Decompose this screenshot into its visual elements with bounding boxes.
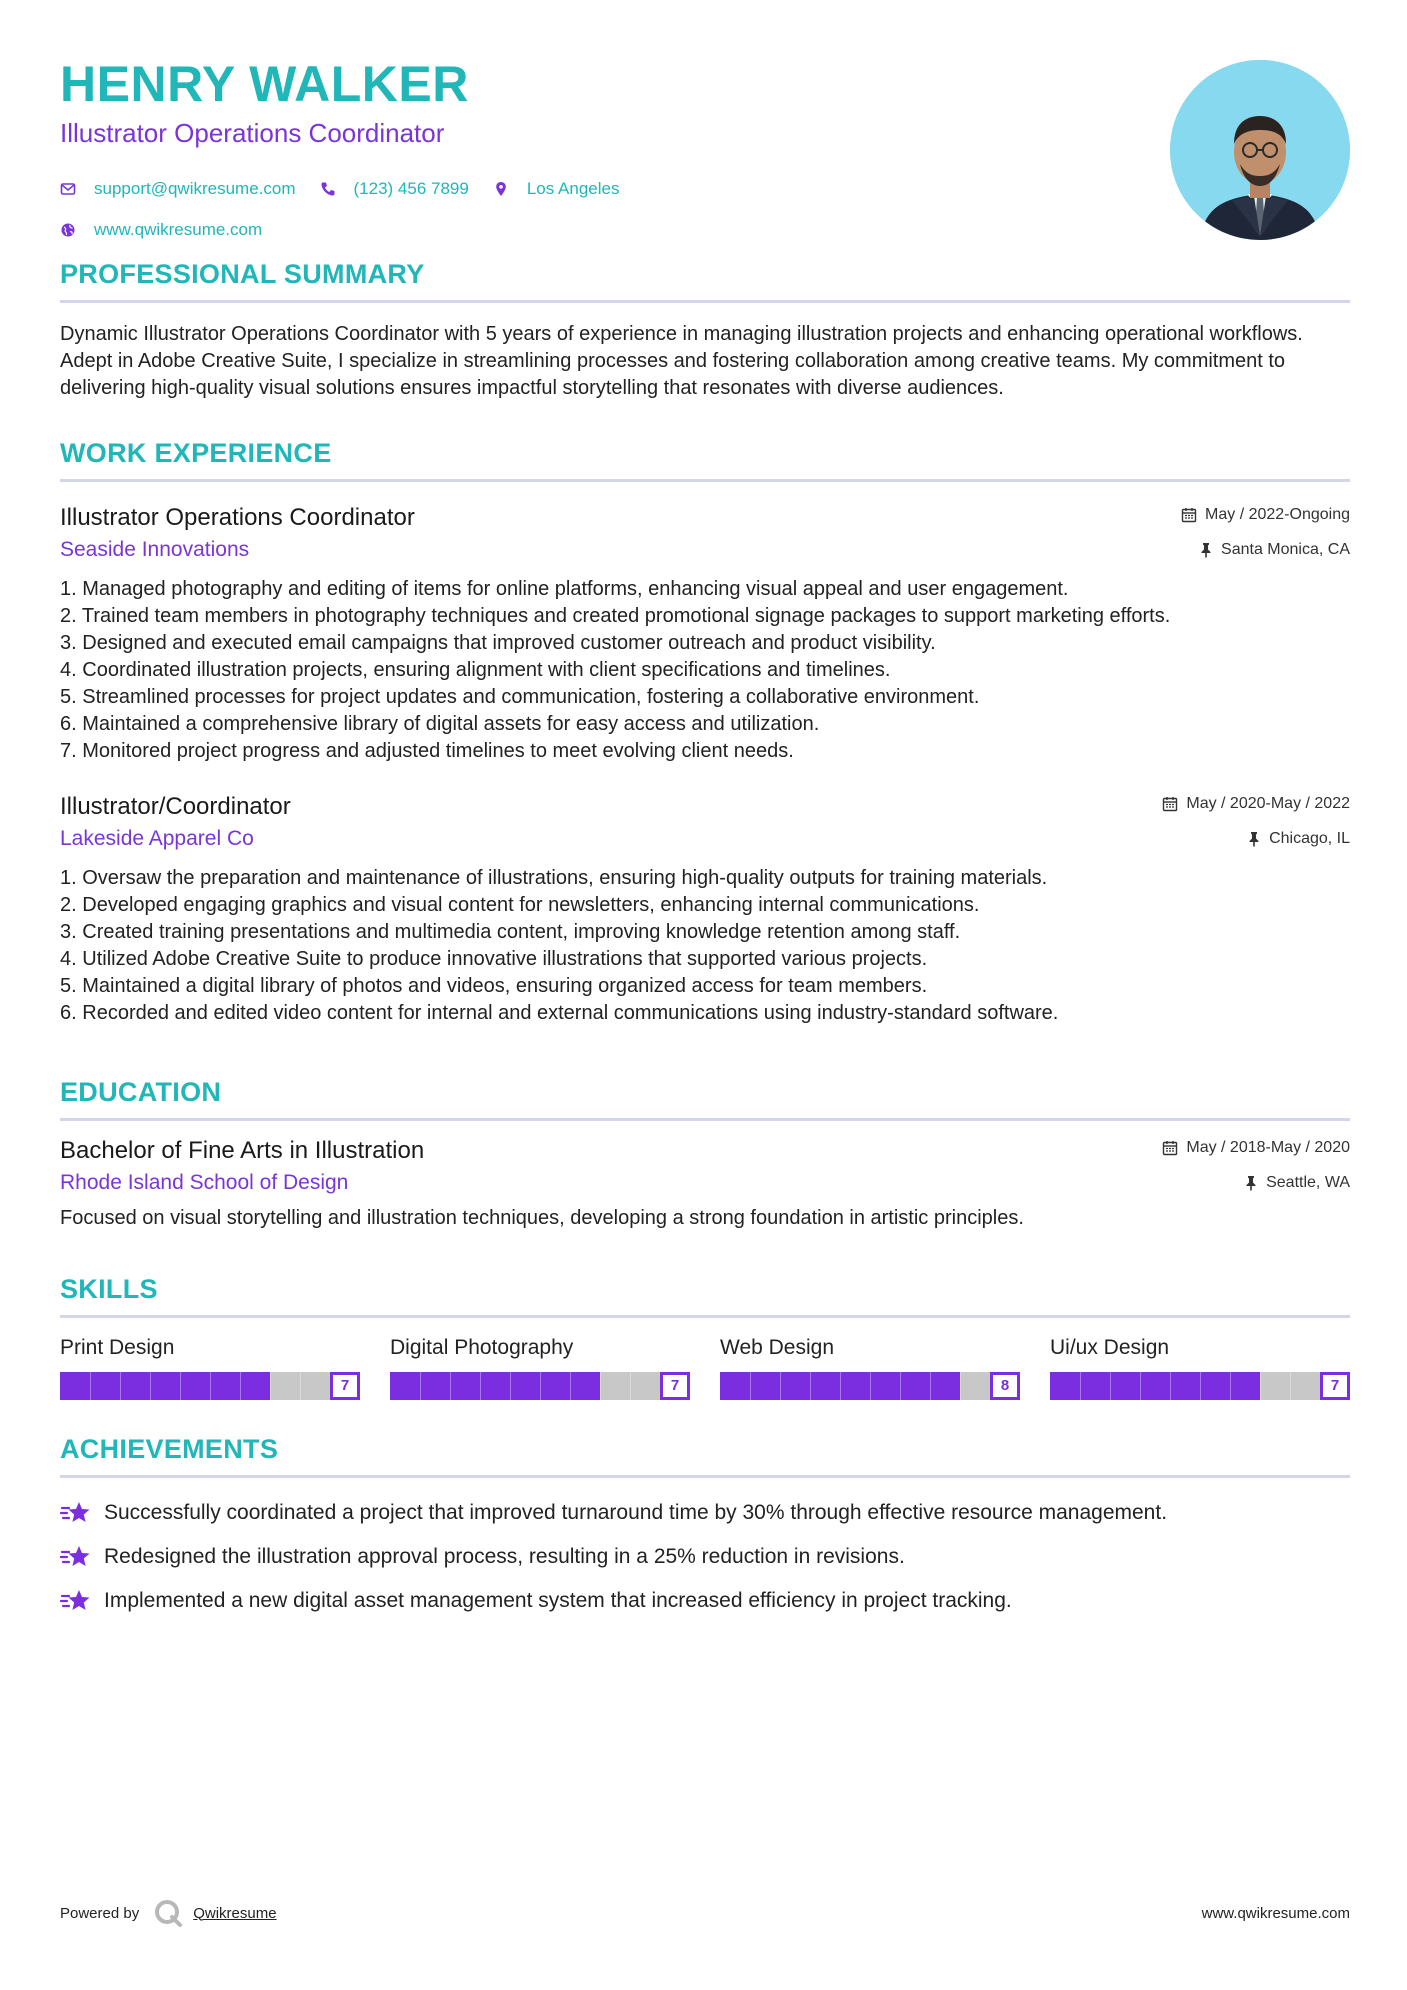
skill-bar-segment <box>1290 1372 1291 1400</box>
skill-bar-track <box>60 1372 360 1400</box>
job-bullet: Managed photography and editing of items for online platforms, enhancing visual appeal and user engagement. <box>82 577 1069 600</box>
job-bullets <box>60 865 1350 1027</box>
calendar-icon <box>1162 796 1178 812</box>
skill-bar-segment <box>1080 1372 1081 1400</box>
achievement-item <box>60 1542 1350 1572</box>
skill-bar-track <box>720 1372 1020 1400</box>
website-text: www.qwikresume.com <box>94 219 263 239</box>
education-description: Focused on visual storytelling and illustration techniques, developing a strong foundation in artistic principles. <box>60 1206 1024 1229</box>
skill-bar-fill <box>60 1372 270 1400</box>
skill-bar-segment <box>600 1372 601 1400</box>
job-bullet: Created training presentations and multimedia content, improving knowledge retention among staff. <box>82 920 961 943</box>
job-bullets <box>60 576 1350 765</box>
job-bullet: Developed engaging graphics and visual content for newsletters, enhancing internal communications. <box>82 893 980 916</box>
pushpin-icon <box>1247 831 1261 847</box>
skill-bar-segment <box>1110 1372 1111 1400</box>
skill-level-badge: 7 <box>1320 1372 1350 1400</box>
page-footer <box>60 1898 1350 1928</box>
achievement-text: Implemented a new digital asset management system that increased efficiency in project tracking. <box>104 1588 1012 1612</box>
job-sub <box>60 827 1350 851</box>
skill-bar-segment <box>120 1372 121 1400</box>
job-entry <box>60 793 1350 1027</box>
globe-icon <box>60 222 76 238</box>
profile-portrait-image <box>1170 60 1350 240</box>
skill-level-badge: 8 <box>990 1372 1020 1400</box>
profile-photo <box>1170 60 1350 240</box>
skill-item <box>720 1336 1020 1400</box>
skill-bar-fill <box>390 1372 600 1400</box>
skill-item <box>1050 1336 1350 1400</box>
skill-bar-segment <box>930 1372 931 1400</box>
skill-bar <box>60 1372 360 1400</box>
education-section <box>60 1077 1350 1232</box>
education-entry <box>60 1137 1350 1232</box>
skill-bar-segment <box>1140 1372 1141 1400</box>
job-bullet: Utilized Adobe Creative Suite to produce innovative illustrations that supported various projects. <box>82 947 928 970</box>
contact-email[interactable] <box>60 179 296 199</box>
job-bullet: Designed and executed email campaigns that improved customer outreach and product visibility. <box>82 631 936 654</box>
footer-site-link[interactable]: www.qwikresume.com <box>1201 1904 1350 1922</box>
education-sub <box>60 1171 1350 1195</box>
skill-bar-segment <box>570 1372 571 1400</box>
skill-name: Print Design <box>60 1335 175 1359</box>
achievements-heading: ACHIEVEMENTS <box>60 1434 1350 1478</box>
skill-bar-track <box>390 1372 690 1400</box>
job-list <box>60 504 1350 1027</box>
experience-section <box>60 438 1350 1027</box>
achievement-item <box>60 1586 1350 1616</box>
job-location-text: Santa Monica, CA <box>1221 540 1350 558</box>
job-bullet: Streamlined processes for project updates and communication, fostering a collaborative environment. <box>82 685 980 708</box>
skill-bar-segment <box>750 1372 751 1400</box>
job-location-text: Chicago, IL <box>1269 829 1350 847</box>
skill-bar-segment <box>450 1372 451 1400</box>
skill-bar-segment <box>870 1372 871 1400</box>
star-badge-icon <box>60 1544 92 1570</box>
job-bullet: Monitored project progress and adjusted timelines to meet evolving client needs. <box>82 739 794 762</box>
job-head <box>60 504 1350 532</box>
school-name: Rhode Island School of Design <box>60 1170 349 1194</box>
achievement-list <box>60 1498 1350 1616</box>
resume-content <box>60 56 1350 1630</box>
skill-bar-segment <box>630 1372 631 1400</box>
company-name: Seaside Innovations <box>60 537 250 561</box>
pushpin-icon <box>1244 1175 1258 1191</box>
skill-bar-segment <box>1230 1372 1231 1400</box>
skill-bar-segment <box>480 1372 481 1400</box>
job-title: Illustrator Operations Coordinator <box>60 503 415 531</box>
job-sub <box>60 538 1350 562</box>
skill-bar-segment <box>840 1372 841 1400</box>
education-dates-text: May / 2018-May / 2020 <box>1186 1138 1350 1156</box>
skill-item <box>390 1336 690 1400</box>
job-dates-text: May / 2022-Ongoing <box>1205 505 1350 523</box>
degree-title: Bachelor of Fine Arts in Illustration <box>60 1136 425 1164</box>
envelope-icon <box>60 181 76 197</box>
star-badge-icon <box>60 1500 92 1526</box>
job-dates <box>1162 793 1350 815</box>
email-text: support@qwikresume.com <box>94 178 296 198</box>
powered-by-label: Powered by <box>60 1904 140 1922</box>
job-bullet: Maintained a digital library of photos and videos, ensuring organized access for team members. <box>82 974 928 997</box>
skill-bar-segment <box>240 1372 241 1400</box>
skill-bar-segment <box>1200 1372 1201 1400</box>
pushpin-icon <box>1199 542 1213 558</box>
education-dates <box>1162 1137 1350 1159</box>
skill-bar-segment <box>150 1372 151 1400</box>
skill-bar-segment <box>1170 1372 1171 1400</box>
skills-heading: SKILLS <box>60 1274 1350 1318</box>
skill-bar <box>1050 1372 1350 1400</box>
skill-level-badge: 7 <box>330 1372 360 1400</box>
location-text: Los Angeles <box>526 178 620 198</box>
summary-text: Dynamic Illustrator Operations Coordinator with 5 years of experience in managing illustration projects and enhancing operational workflows. Adept in Adobe Creative Suite, I specialize in streamlining processes and fostering collaboration among creative teams. My commitment to delivering high-quality visual solutions ensures impactful storytelling that resonates with diverse audiences. <box>60 322 1303 399</box>
skill-bar-segment <box>180 1372 181 1400</box>
contact-row-1 <box>60 177 1350 201</box>
skill-bar-segment <box>540 1372 541 1400</box>
job-bullet: Recorded and edited video content for internal and external communications using industry-standard software. <box>82 1001 1059 1024</box>
phone-text: (123) 456 7899 <box>353 178 469 198</box>
job-bullet: Oversaw the preparation and maintenance of illustrations, ensuring high-quality outputs for training materials. <box>82 866 1048 889</box>
job-location <box>1199 539 1350 561</box>
education-heading: EDUCATION <box>60 1077 1350 1121</box>
job-title: Illustrator/Coordinator <box>60 792 291 820</box>
job-bullet: Coordinated illustration projects, ensuring alignment with client specifications and timelines. <box>82 658 891 681</box>
calendar-icon <box>1181 507 1197 523</box>
skill-bar-segment <box>420 1372 421 1400</box>
map-pin-icon <box>493 181 509 197</box>
job-entry <box>60 504 1350 765</box>
powered-by <box>60 1898 277 1928</box>
brand-link[interactable]: Qwikresume <box>193 1904 277 1922</box>
skills-grid <box>60 1336 1350 1400</box>
skill-item <box>60 1336 360 1400</box>
calendar-icon <box>1162 1140 1178 1156</box>
skill-bar <box>390 1372 690 1400</box>
candidate-role: Illustrator Operations Coordinator <box>60 117 445 148</box>
job-head <box>60 793 1350 821</box>
education-location <box>1244 1172 1350 1194</box>
skill-bar-segment <box>810 1372 811 1400</box>
skill-bar-segment <box>900 1372 901 1400</box>
skill-bar-fill <box>1050 1372 1260 1400</box>
job-bullet: Trained team members in photography techniques and created promotional signage packages to support marketing efforts. <box>81 604 1171 627</box>
skills-section <box>60 1274 1350 1400</box>
achievement-item <box>60 1498 1350 1528</box>
contact-phone[interactable] <box>320 179 469 199</box>
skill-bar-track <box>1050 1372 1350 1400</box>
skill-name: Web Design <box>720 1335 835 1359</box>
job-location <box>1247 828 1350 850</box>
achievements-section <box>60 1434 1350 1616</box>
contact-info <box>60 177 1350 242</box>
qwikresume-logo-icon <box>153 1898 183 1928</box>
job-bullet: Maintained a comprehensive library of digital assets for easy access and utilization. <box>82 712 820 735</box>
skill-level-badge: 7 <box>660 1372 690 1400</box>
summary-heading: PROFESSIONAL SUMMARY <box>60 259 1350 303</box>
skill-bar-segment <box>960 1372 961 1400</box>
achievement-text: Successfully coordinated a project that improved turnaround time by 30% through effective resource management. <box>104 1500 1168 1524</box>
education-location-text: Seattle, WA <box>1266 1173 1350 1191</box>
contact-location <box>493 179 620 199</box>
skill-bar-segment <box>510 1372 511 1400</box>
contact-row-2 <box>60 218 1350 242</box>
skill-bar-segment <box>300 1372 301 1400</box>
job-dates <box>1181 504 1350 526</box>
resume-header <box>60 56 1350 242</box>
job-dates-text: May / 2020-May / 2022 <box>1186 794 1350 812</box>
candidate-name: HENRY WALKER <box>60 56 469 112</box>
achievement-text: Redesigned the illustration approval process, resulting in a 25% reduction in revisions. <box>104 1544 905 1568</box>
skill-name: Digital Photography <box>390 1335 574 1359</box>
company-name: Lakeside Apparel Co <box>60 826 254 850</box>
education-head <box>60 1137 1350 1165</box>
contact-website[interactable] <box>60 220 262 240</box>
skill-bar-segment <box>270 1372 271 1400</box>
skill-name: Ui/ux Design <box>1050 1335 1170 1359</box>
skill-bar <box>720 1372 1020 1400</box>
skill-bar-segment <box>90 1372 91 1400</box>
summary-section <box>60 259 1350 402</box>
experience-heading: WORK EXPERIENCE <box>60 438 1350 482</box>
star-badge-icon <box>60 1588 92 1614</box>
skill-bar-segment <box>1260 1372 1261 1400</box>
skill-bar-segment <box>210 1372 211 1400</box>
skill-bar-segment <box>780 1372 781 1400</box>
phone-icon <box>320 181 336 197</box>
